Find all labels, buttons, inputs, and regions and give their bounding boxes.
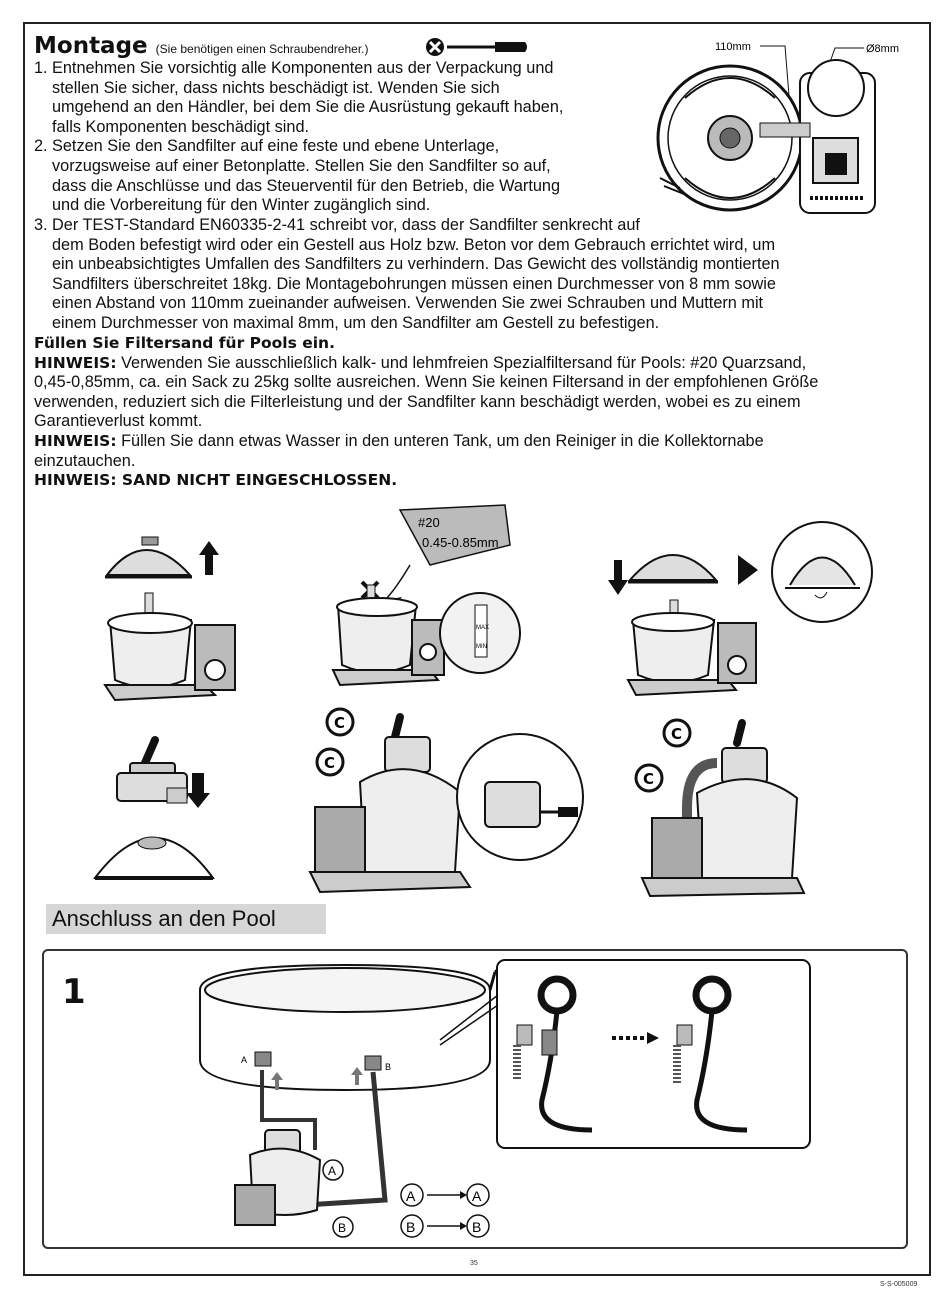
arrow-right-icon — [738, 555, 758, 585]
map-b-from: B — [406, 1219, 416, 1235]
dim-110-label: 110mm — [715, 41, 751, 53]
step-number: 1 — [62, 972, 86, 1012]
map-a-from: A — [406, 1188, 416, 1204]
hose-connection-illustration — [632, 718, 807, 898]
clamp-label-c1: C — [334, 714, 346, 732]
sand-section: Füllen Sie Filtersand für Pools ein. HINWEIS: Verwenden Sie ausschließlich kalk- und lehmfreien Spezialfiltersand für Pools: #20 Quarzsand, 0,45-0,85mm, ca. ein Sack zu 25kg sollte ausreichen. Wenn Sie keinen Filtersand in der empfohlenen Größe verwenden, reduziert sich die Filterleistung und der Sandfilter kann beschädigt werden, wobei es zu einem Garantieverlust kommt. HINWEIS: Füllen Sie dann etwas Wasser in den unteren Tank, um den Reiniger in die Kollektornabe einzutauchen. HINWEIS: SAND NICHT EINGESCHLOSSEN. — [34, 334, 924, 491]
steps-list — [34, 59, 694, 216]
clamp-label-c3: C — [671, 725, 683, 743]
pump-port-a-label: A — [328, 1164, 337, 1178]
title-note: (Sie benötigen einen Schraubendreher.) — [155, 42, 369, 56]
section-title: Anschluss an den Pool — [46, 904, 326, 934]
dim-8-label: Ø8mm — [866, 43, 899, 55]
port-a-label: A — [241, 1055, 248, 1065]
page-number: 35 — [470, 1260, 478, 1267]
map-a-to: A — [472, 1188, 482, 1204]
mounting-diagram — [650, 38, 920, 218]
arrow-down-icon — [608, 560, 628, 595]
sand-heading: Füllen Sie Filtersand für Pools ein. — [34, 334, 335, 352]
port-b-label: B — [385, 1062, 392, 1072]
filter-open-lid-illustration — [95, 535, 255, 705]
valve-install-illustration — [95, 738, 225, 898]
callout-lines — [440, 990, 500, 1050]
arrow-down-icon — [186, 773, 210, 808]
arrow-right-icon — [460, 1222, 467, 1230]
arrow-up-icon — [199, 541, 219, 575]
map-b-to: B — [472, 1219, 482, 1235]
step-1: 1. Entnehmen Sie vorsichtig alle Komponenten aus der Verpackung und stellen Sie sicher, dass nichts beschädigt ist. Wenden Sie sich umgehend an den Händler, bei dem Sie die Ausrüstung gekauft haben, falls Komponenten beschädigt sind. — [34, 59, 564, 136]
gauge-min-label: MIN — [476, 644, 487, 650]
arrow-right-icon — [460, 1191, 467, 1199]
sand-bag-label-2: 0.45-0.85mm — [422, 535, 499, 550]
sand-note-3: HINWEIS: SAND NICHT EINGESCHLOSSEN. — [34, 471, 398, 490]
page-title — [34, 33, 369, 59]
step-2: 2. Setzen Sie den Sandfilter auf eine feste und ebene Unterlage, vorzugsweise auf einer Betonplatte. Stellen Sie den Sandfilter so auf, dass die Anschlüsse und das Steuerventil für den Betrieb, die Wartung und die Vorbereitung für den Winter zugänglich sind. — [34, 137, 561, 215]
gauge-max-label: MAX — [476, 625, 490, 631]
doc-code: S-S-005009 — [880, 1281, 918, 1288]
hose-detail-inset — [497, 960, 812, 1150]
sand-bag-label-1: #20 — [418, 515, 440, 530]
title-text: Montage — [34, 33, 148, 59]
clamp-label-c2: C — [324, 754, 336, 772]
pump-assembly-illustration — [310, 712, 590, 902]
lid-detail-zoom — [765, 520, 880, 625]
sand-fill-illustration — [330, 505, 520, 700]
screwdriver-icon — [425, 37, 530, 59]
pump-port-b-label: B — [338, 1221, 347, 1235]
port-mapping — [400, 1183, 490, 1243]
clamp-label-c4: C — [643, 770, 655, 788]
step-3: 3. Der TEST-Standard EN60335-2-41 schreibt vor, dass der Sandfilter senkrecht auf dem Boden befestigt wird oder ein Gestell aus Holz bzw. Beton vor dem Gebrauch errichtet wird, um ein unbeabsichtigtes Umfallen des Sandfilters zu verhindern. Das Gewicht des vollständig montierten Sandfilters überschreitet 18kg. Die Montagebohrungen müssen einen Durchmesser von 8 mm sowie einen Abstand von 110mm zueinander aufweisen. Verwenden Sie zwei Schrauben und Muttern mit einem Durchmesser von maximal 8mm, um den Sandfilter am Gestell zu befestigen. — [34, 216, 780, 332]
